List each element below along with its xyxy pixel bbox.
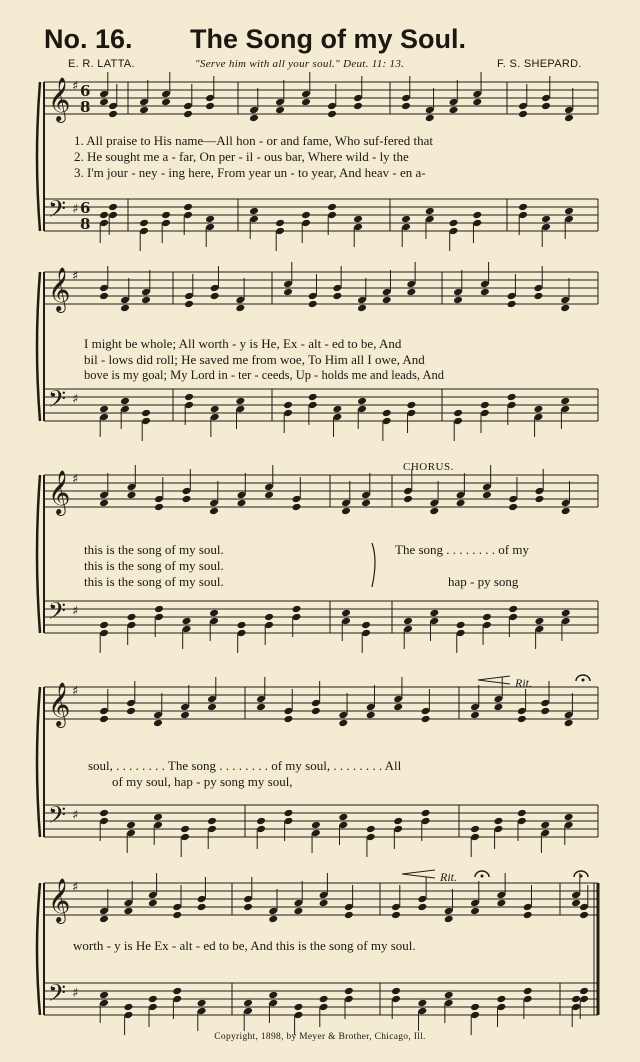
notehead (508, 503, 518, 512)
brace-icon (37, 883, 40, 1015)
notehead (249, 207, 259, 216)
notehead (338, 813, 348, 822)
chorus-bottom-line: hap - py song (448, 574, 519, 589)
scripture-reference: "Serve him with all your soul." Deut. 11: 13. (195, 58, 405, 70)
notehead (283, 715, 293, 724)
notehead (243, 903, 253, 912)
verse-line: 3. I'm jour - ney - ing here, From year un - to year, And heav - en a- (74, 165, 426, 180)
sharp-icon: ♯ (72, 604, 79, 619)
brace-icon (37, 82, 40, 231)
notehead (237, 499, 247, 508)
notehead (327, 203, 337, 212)
notehead (357, 397, 367, 406)
notehead (579, 987, 589, 996)
notehead (283, 288, 293, 297)
notehead (154, 503, 164, 512)
author-credit: E. R. LATTA. (68, 58, 135, 70)
notehead (120, 397, 130, 406)
treble-clef-icon: 𝄞 (48, 77, 71, 121)
notehead (275, 219, 285, 228)
hymn-number: No. 16. (44, 24, 133, 54)
fermata-dot (580, 875, 583, 878)
notehead (518, 203, 528, 212)
notehead (571, 899, 581, 908)
notehead (456, 499, 466, 508)
hymn-title: The Song of my Soul. (190, 24, 466, 54)
notehead (123, 907, 133, 916)
notehead (120, 304, 130, 313)
bass-clef-icon: 𝄢 (48, 801, 67, 834)
brace-icon (37, 475, 40, 633)
chorus-top-line: soul, . . . . . . . . The song . . . . . . . . of my soul, . . . . . . . . All (88, 758, 402, 773)
sharp-icon: ♯ (72, 269, 79, 284)
notehead (541, 215, 551, 224)
verse-line: 1. All praise to His name—All hon - or and fame, Who suf-fered that (74, 133, 433, 148)
notehead (127, 491, 137, 500)
notehead (235, 397, 245, 406)
time-signature-top: 6 (80, 199, 91, 217)
notehead (99, 499, 109, 508)
notehead (99, 211, 109, 220)
verse-line: I might be whole; All worth - y is He, Ex - alt - ed to be, And (84, 336, 402, 351)
notehead (417, 903, 427, 912)
notehead (207, 703, 217, 712)
notehead (449, 219, 459, 228)
notehead (541, 102, 551, 111)
sharp-icon: ♯ (72, 392, 79, 407)
notehead (205, 102, 215, 111)
notehead (560, 304, 570, 313)
notehead (256, 817, 266, 826)
crescendo-icon (478, 676, 510, 684)
notehead (153, 719, 163, 728)
treble-clef-icon: 𝄞 (48, 878, 71, 922)
notehead (361, 499, 371, 508)
notehead (523, 911, 533, 920)
notehead (429, 507, 439, 516)
notehead (493, 817, 503, 826)
sharp-icon: ♯ (72, 79, 79, 94)
notehead (108, 203, 118, 212)
notehead (482, 613, 492, 622)
notehead (264, 613, 274, 622)
notehead (264, 491, 274, 500)
notehead (235, 304, 245, 313)
notehead (406, 288, 416, 297)
notehead (496, 995, 506, 1004)
notehead (108, 110, 118, 119)
notehead (472, 98, 482, 107)
notehead (172, 911, 182, 920)
notehead (308, 393, 318, 402)
notehead (533, 405, 543, 414)
ritardando-mark: Rit. (440, 870, 457, 884)
verse-line: this is the song of my soul. (84, 558, 224, 573)
notehead (507, 300, 517, 309)
notehead (99, 98, 109, 107)
notehead (366, 711, 376, 720)
notehead (319, 995, 329, 1004)
notehead (518, 110, 528, 119)
verse-line: 2. He sought me a - far, On per - il - ous bar, Where wild - ly the (74, 149, 409, 164)
notehead (403, 617, 413, 626)
notehead (382, 296, 392, 305)
fermata-dot (481, 875, 484, 878)
notehead (148, 995, 158, 1004)
notehead (99, 405, 109, 414)
notehead (205, 215, 215, 224)
notehead (429, 609, 439, 618)
chorus-label: CHORUS. (403, 461, 454, 473)
verse-line: this is the song of my soul. (84, 542, 224, 557)
notehead (417, 999, 427, 1008)
notehead (99, 809, 109, 818)
notehead (209, 609, 219, 618)
notehead (182, 617, 192, 626)
notehead (184, 393, 194, 402)
notehead (480, 401, 490, 410)
notehead (256, 703, 266, 712)
notehead (308, 300, 318, 309)
sharp-icon: ♯ (72, 472, 79, 487)
notehead (421, 715, 431, 724)
notehead (139, 219, 149, 228)
crescendo-icon (402, 870, 435, 878)
notehead (127, 613, 137, 622)
ritardando-mark: Rit. (515, 676, 532, 690)
notehead (275, 106, 285, 115)
notehead (311, 821, 321, 830)
notehead (456, 621, 466, 630)
notehead (444, 991, 454, 1000)
notehead (301, 98, 311, 107)
notehead (401, 215, 411, 224)
notehead (141, 296, 151, 305)
sharp-icon: ♯ (72, 880, 79, 895)
notehead (311, 707, 321, 716)
notehead (293, 907, 303, 916)
verse-line: this is the song of my soul. (84, 574, 224, 589)
notehead (283, 401, 293, 410)
notehead (153, 813, 163, 822)
chorus-bottom-line: of my soul, hap - py song my soul, (112, 774, 293, 789)
notehead (507, 393, 517, 402)
notehead (249, 114, 259, 123)
notehead (332, 405, 342, 414)
notehead (319, 899, 329, 908)
chorus-top-line: worth - y is He Ex - alt - ed to be, And this is the song of my soul. (73, 938, 416, 953)
notehead (561, 609, 571, 618)
notehead (183, 203, 193, 212)
composer-credit: F. S. SHEPARD. (497, 58, 582, 70)
notehead (209, 507, 219, 516)
sharp-icon: ♯ (72, 684, 79, 699)
notehead (126, 821, 136, 830)
notehead (172, 987, 182, 996)
treble-clef-icon: 𝄞 (48, 267, 71, 311)
notehead (401, 102, 411, 111)
notehead (99, 292, 109, 301)
notehead (207, 817, 217, 826)
notehead (517, 715, 527, 724)
treble-clef-icon: 𝄞 (48, 682, 71, 726)
notehead (470, 711, 480, 720)
notehead (338, 719, 348, 728)
notehead (571, 995, 581, 1004)
bass-clef-icon: 𝄢 (48, 195, 67, 228)
notehead (393, 817, 403, 826)
notehead (148, 899, 158, 908)
notehead (353, 215, 363, 224)
notehead (353, 102, 363, 111)
notehead (480, 288, 490, 297)
fermata-dot (582, 679, 585, 682)
notehead (141, 409, 151, 418)
notehead (292, 605, 302, 614)
notehead (332, 292, 342, 301)
notehead (523, 987, 533, 996)
notehead (161, 211, 171, 220)
notehead (99, 915, 109, 924)
notehead (517, 809, 527, 818)
notehead (237, 621, 247, 630)
brace-icon (37, 272, 40, 421)
notehead (268, 991, 278, 1000)
notehead (183, 110, 193, 119)
notehead (382, 409, 392, 418)
notehead (99, 621, 109, 630)
notehead (453, 296, 463, 305)
notehead (139, 106, 149, 115)
notehead (540, 821, 550, 830)
notehead (421, 809, 431, 818)
notehead (99, 715, 109, 724)
notehead (327, 110, 337, 119)
notehead (344, 987, 354, 996)
notehead (403, 495, 413, 504)
notehead (197, 903, 207, 912)
notehead (341, 507, 351, 516)
notehead (561, 507, 571, 516)
copyright-notice: Copyright, 1898, by Meyer & Brother, Chicago, Ill. (214, 1032, 426, 1042)
bass-clef-icon: 𝄢 (48, 597, 67, 630)
notehead (341, 609, 351, 618)
notehead (564, 813, 574, 822)
treble-clef-icon: 𝄞 (48, 470, 71, 514)
notehead (564, 114, 574, 123)
notehead (533, 292, 543, 301)
notehead (564, 719, 574, 728)
notehead (406, 401, 416, 410)
bass-clef-icon: 𝄢 (48, 979, 67, 1012)
sharp-icon: ♯ (72, 986, 79, 1001)
notehead (361, 621, 371, 630)
notehead (482, 491, 492, 500)
notehead (161, 98, 171, 107)
notehead (534, 617, 544, 626)
notehead (182, 495, 192, 504)
notehead (243, 999, 253, 1008)
notehead (184, 300, 194, 309)
notehead (393, 703, 403, 712)
bass-clef-icon: 𝄢 (48, 385, 67, 418)
notehead (283, 809, 293, 818)
notehead (540, 707, 550, 716)
notehead (508, 605, 518, 614)
notehead (496, 899, 506, 908)
notehead (180, 711, 190, 720)
notehead (472, 211, 482, 220)
notehead (366, 825, 376, 834)
notehead (292, 503, 302, 512)
notehead (344, 911, 354, 920)
notehead (357, 304, 367, 313)
notehead (391, 987, 401, 996)
notehead (391, 911, 401, 920)
chorus-brace (372, 543, 375, 587)
notehead (154, 605, 164, 614)
notehead (301, 211, 311, 220)
notehead (453, 409, 463, 418)
chorus-top-line: The song . . . . . . . . of my (395, 542, 529, 557)
verse-line: bil - lows did roll; He saved me from woe, To Him all I owe, And (84, 352, 425, 367)
notehead (564, 207, 574, 216)
brace-icon (37, 687, 40, 837)
notehead (126, 707, 136, 716)
notehead (444, 915, 454, 924)
notehead (210, 292, 220, 301)
notehead (268, 915, 278, 924)
sharp-icon: ♯ (72, 808, 79, 823)
notehead (470, 1003, 480, 1012)
notehead (425, 114, 435, 123)
notehead (579, 911, 589, 920)
notehead (560, 397, 570, 406)
notehead (470, 825, 480, 834)
notehead (99, 991, 109, 1000)
notehead (470, 907, 480, 916)
notehead (293, 1003, 303, 1012)
notehead (197, 999, 207, 1008)
notehead (210, 405, 220, 414)
notehead (449, 106, 459, 115)
verse-line: bove is my goal; My Lord in - ter - ceeds, Up - holds me and leads, And (84, 368, 444, 382)
time-signature-bottom: 8 (80, 215, 91, 233)
notehead (493, 703, 503, 712)
sharp-icon: ♯ (72, 202, 79, 217)
time-signature-top: 6 (80, 82, 91, 100)
notehead (425, 207, 435, 216)
notehead (534, 495, 544, 504)
notehead (180, 825, 190, 834)
notehead (123, 1003, 133, 1012)
time-signature-bottom: 8 (80, 98, 91, 116)
